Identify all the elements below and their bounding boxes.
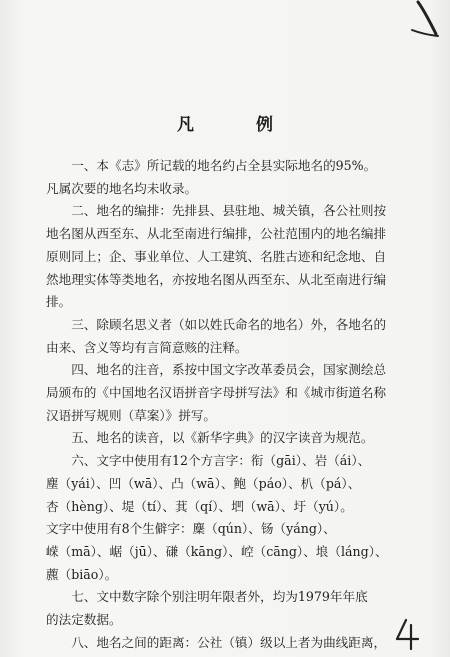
text-line: 凡属次要的地名均未收录。 <box>46 180 198 196</box>
paragraph-2-cont <box>46 223 404 314</box>
paragraph-4-cont <box>46 382 404 427</box>
paragraph-1-cont <box>46 178 404 201</box>
paragraph-6-cont <box>46 473 404 587</box>
text-line: 一、本《志》所记载的地名约占全县实际地名的95%。 <box>71 158 377 173</box>
paragraph-3-cont <box>46 337 404 360</box>
paragraph-2 <box>46 200 404 223</box>
paragraph-6 <box>46 450 404 473</box>
text-line: 局颁布的《中国地名汉语拼音字母拼写法》和《城市街道名称 <box>46 385 387 401</box>
page-title: 凡 例 <box>177 115 301 135</box>
text-line: 塵（yái）、凹（wā）、凸（wā）、鲍（páo）、朳（pá）、 <box>46 475 361 491</box>
paragraph-8 <box>46 632 404 655</box>
text-line: 嵘（mā）、崌（jū）、磏（kāng）、崆（cāng）、埌（láng）、 <box>46 543 388 559</box>
handwritten-page-mark <box>392 617 422 651</box>
text-line: 八、地名之间的距离：公社（镇）级以上者为曲线距离， <box>71 634 387 650</box>
body-text <box>46 155 404 654</box>
text-line: 地名图从西至东、从北至南进行编排，公社范围内的地名编排 <box>46 226 387 242</box>
paragraph-1 <box>46 155 404 178</box>
corner-mark-icon <box>410 0 440 40</box>
text-line: 排。 <box>46 294 72 310</box>
paragraph-3 <box>46 314 404 337</box>
text-line: 然地理实体等类地名，亦按地名图从西至东、从北至南进行编 <box>46 271 387 287</box>
text-line: 汉语拼写规则（草案）》拼写。 <box>46 407 217 423</box>
paragraph-7 <box>46 586 404 609</box>
paragraph-5 <box>46 427 404 450</box>
text-line: 由来、含义等均有言简意赅的注释。 <box>46 339 248 355</box>
text-line: 文字中使用有8个生僻字：麇（qún）、钖（yáng）、 <box>46 521 336 537</box>
text-line: 五、地名的读音，以《新华字典》的汉字读音为规范。 <box>71 430 374 446</box>
text-line: 原则同上；企、事业单位、人工建筑、名胜古迹和纪念地、自 <box>46 248 387 264</box>
paragraph-7-cont <box>46 609 404 632</box>
text-line: 六、文字中使用有12个方言字：衔（gāi）、岩（ái）、 <box>71 453 371 469</box>
paragraph-4 <box>46 359 404 382</box>
text-line: 四、地名的注音，系按中国文字改革委员会，国家测绘总 <box>71 362 387 378</box>
text-line: 三、除顾名思义者（如以姓氏命名的地名）外，各地名的 <box>71 316 387 332</box>
text-line: 的法定数据。 <box>46 612 122 628</box>
text-line: 二、地名的编排：先排县、县驻地、城关镇，各公社则按 <box>71 203 387 219</box>
text-line: 藨（biāo）。 <box>46 566 118 582</box>
text-line: 杏（hèng）、堤（tí）、萁（qí）、垇（wā）、圩（yú）。 <box>46 498 353 514</box>
text-line: 七、文中数字除个别注明年限者外，均为1979年年底 <box>71 589 368 605</box>
